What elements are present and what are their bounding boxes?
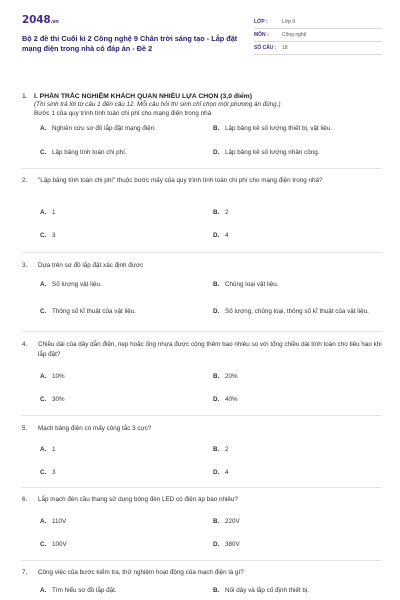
question-6 [22,495,382,505]
option-letter: B. [213,587,220,594]
option-text: 20% [225,373,238,380]
option-text: 3 [52,232,56,239]
option-letter: B. [213,446,220,453]
option-letter: A. [40,373,47,380]
q6-option-c[interactable] [40,541,202,550]
section-header [22,93,382,118]
q6-option-b[interactable] [213,518,375,527]
q7-option-a[interactable] [40,587,202,596]
option-text: Nghiên cứu sơ đồ lắp đặt mạng điện. [52,125,156,132]
question-text: Chiều dài của dây dẫn điện, nẹp hoặc ống nhựa được cộng thêm bao nhiêu so với tổng chiều dài tính toán cho tiêu hao khi lắp đặt? [38,341,382,358]
option-letter: D. [213,149,220,156]
section-title: I. PHẦN TRẮC NGHIỆM KHÁCH QUAN NHIỀU LỰA CHỌN (3,0 điểm) [34,93,252,100]
question-number: 5. [22,425,28,432]
question-text: "Lập bảng tính toán chi phí" thuộc bước mấy của quy trình tính toán chi phí cho mạng điện trong nhà? [38,177,323,184]
option-letter: B. [213,125,220,132]
question-text: Dựa trên sơ đồ lắp đặt xác định được [38,262,144,269]
q4-option-b[interactable] [213,373,375,382]
option-letter: C. [40,232,47,239]
question-5 [22,424,382,434]
option-text: 110V [52,518,67,525]
question-text: Lắp mạch đèn cầu thang sử dụng bóng đèn LED có điện áp bao nhiêu? [38,496,238,503]
q3-option-b[interactable] [213,281,375,290]
question-number: 2. [22,177,28,184]
option-letter: A. [40,446,47,453]
q3-option-c[interactable] [40,308,202,317]
divider [22,415,382,416]
option-letter: B. [213,209,220,216]
option-text: 1 [52,209,56,216]
q5-option-a[interactable] [40,446,202,455]
question-2 [22,176,382,186]
option-text: 380V [225,541,240,548]
divider [22,487,382,488]
q3-option-d[interactable] [213,302,380,322]
option-letter: D. [213,307,220,315]
option-letter: A. [40,281,47,288]
option-text: 3 [52,469,56,476]
question-number: 3. [22,262,28,269]
option-letter: B. [213,518,220,525]
option-letter: D. [213,469,220,476]
option-text: Chủng loại vật liệu. [225,281,279,288]
section-number: 1. [22,93,28,100]
option-letter: C. [40,308,47,315]
option-text: Tìm hiểu sơ đồ lắp đặt. [52,587,117,594]
q1-option-a[interactable] [40,125,202,134]
option-text: Lập bảng kê số lượng thiết bị, vật liệu. [225,125,333,132]
divider [22,168,382,169]
question-1-text: Bước 1 của quy trình tính toán chi phí cho mạng điện trong nhà [34,109,212,117]
q5-option-c[interactable] [40,469,202,478]
site-logo[interactable] [22,14,244,28]
divider [22,252,382,253]
question-text: Mạch bảng điện có mấy công tắc 3 cực? [38,425,152,432]
option-text: Số lượng vật liệu. [52,281,102,288]
q2-option-d[interactable] [213,232,375,241]
q4-option-d[interactable] [213,396,375,405]
question-number: 6. [22,496,28,503]
meta-row-count [254,42,382,55]
header [22,14,382,68]
question-3 [22,261,382,271]
q2-option-b[interactable] [213,209,375,218]
document-title: Bộ 2 đề thi Cuối kì 2 Công nghệ 9 Chân trời sáng tạo - Lắp đặt mạng điện trong nhà có đáp án - Đề 2 [22,34,238,53]
option-letter: C. [40,149,47,156]
option-text: 10% [52,373,65,380]
q5-option-d[interactable] [213,469,375,478]
option-text: 100V [52,541,67,548]
q5-option-b[interactable] [213,446,375,455]
meta-value: Lớp 9 [282,19,296,25]
option-text: Nối dây và lắp cố định thiết bị. [225,587,310,594]
divider [22,331,382,332]
option-text: Thông số kĩ thuật của vật liệu. [52,308,137,315]
q1-option-d[interactable] [213,149,375,158]
option-letter: C. [40,541,47,548]
option-letter: D. [213,396,220,403]
q4-option-a[interactable] [40,373,202,382]
q7-option-b[interactable] [213,587,375,596]
option-text: Số lượng, chủng loại, thông số kĩ thuật của vật liệu. [225,307,369,315]
question-number: 7. [22,569,28,576]
section-note: (Thí sinh trả lời từ câu 1 đến câu 12. Mỗi câu hỏi thí sinh chỉ chọn một phương án đúng.) [34,101,281,108]
q6-option-a[interactable] [40,518,202,527]
q2-option-c[interactable] [40,232,202,241]
meta-row-subject [254,29,382,42]
q3-option-a[interactable] [40,281,202,290]
option-text: Lập bảng kê số lượng nhân công. [225,149,320,156]
logo-main: 2048 [22,14,51,26]
option-letter: A. [40,518,47,525]
option-text: 4 [225,469,229,476]
option-letter: C. [40,469,47,476]
option-text: 40% [225,396,238,403]
option-letter: C. [40,396,47,403]
q1-option-c[interactable] [40,149,202,158]
option-letter: A. [40,587,47,594]
meta-row-class [254,16,382,29]
meta-panel [254,14,382,68]
option-text: 2 [225,446,229,453]
meta-value: Công nghệ [282,32,307,38]
option-letter: B. [213,373,220,380]
option-letter: D. [213,232,220,239]
q6-option-d[interactable] [213,541,375,550]
option-letter: A. [40,209,47,216]
option-letter: A. [40,125,47,132]
q4-option-c[interactable] [40,396,202,405]
meta-value: 18 [282,45,288,51]
meta-key: SỐ CÂU : [254,45,277,51]
q2-option-a[interactable] [40,209,202,218]
option-text: 220V [225,518,240,525]
question-number: 4. [22,341,28,348]
option-letter: D. [213,541,220,548]
q1-option-b[interactable] [213,125,375,134]
question-text: Công việc của bước kiểm tra, thử nghiệm hoạt động của mạch điện là gì? [38,569,244,576]
logo-suffix: .vn [50,19,59,25]
option-text: 2 [225,209,229,216]
header-left [22,14,244,68]
meta-key: LỚP : [254,19,268,25]
option-text: 4 [225,232,229,239]
question-7 [22,568,382,578]
divider [22,560,382,561]
question-4 [22,340,382,359]
option-text: 1 [52,446,56,453]
option-text: Lập bảng tính toán chi phí. [52,149,127,156]
option-letter: B. [213,281,220,288]
meta-key: MÔN : [254,32,269,38]
option-text: 30% [52,396,65,403]
